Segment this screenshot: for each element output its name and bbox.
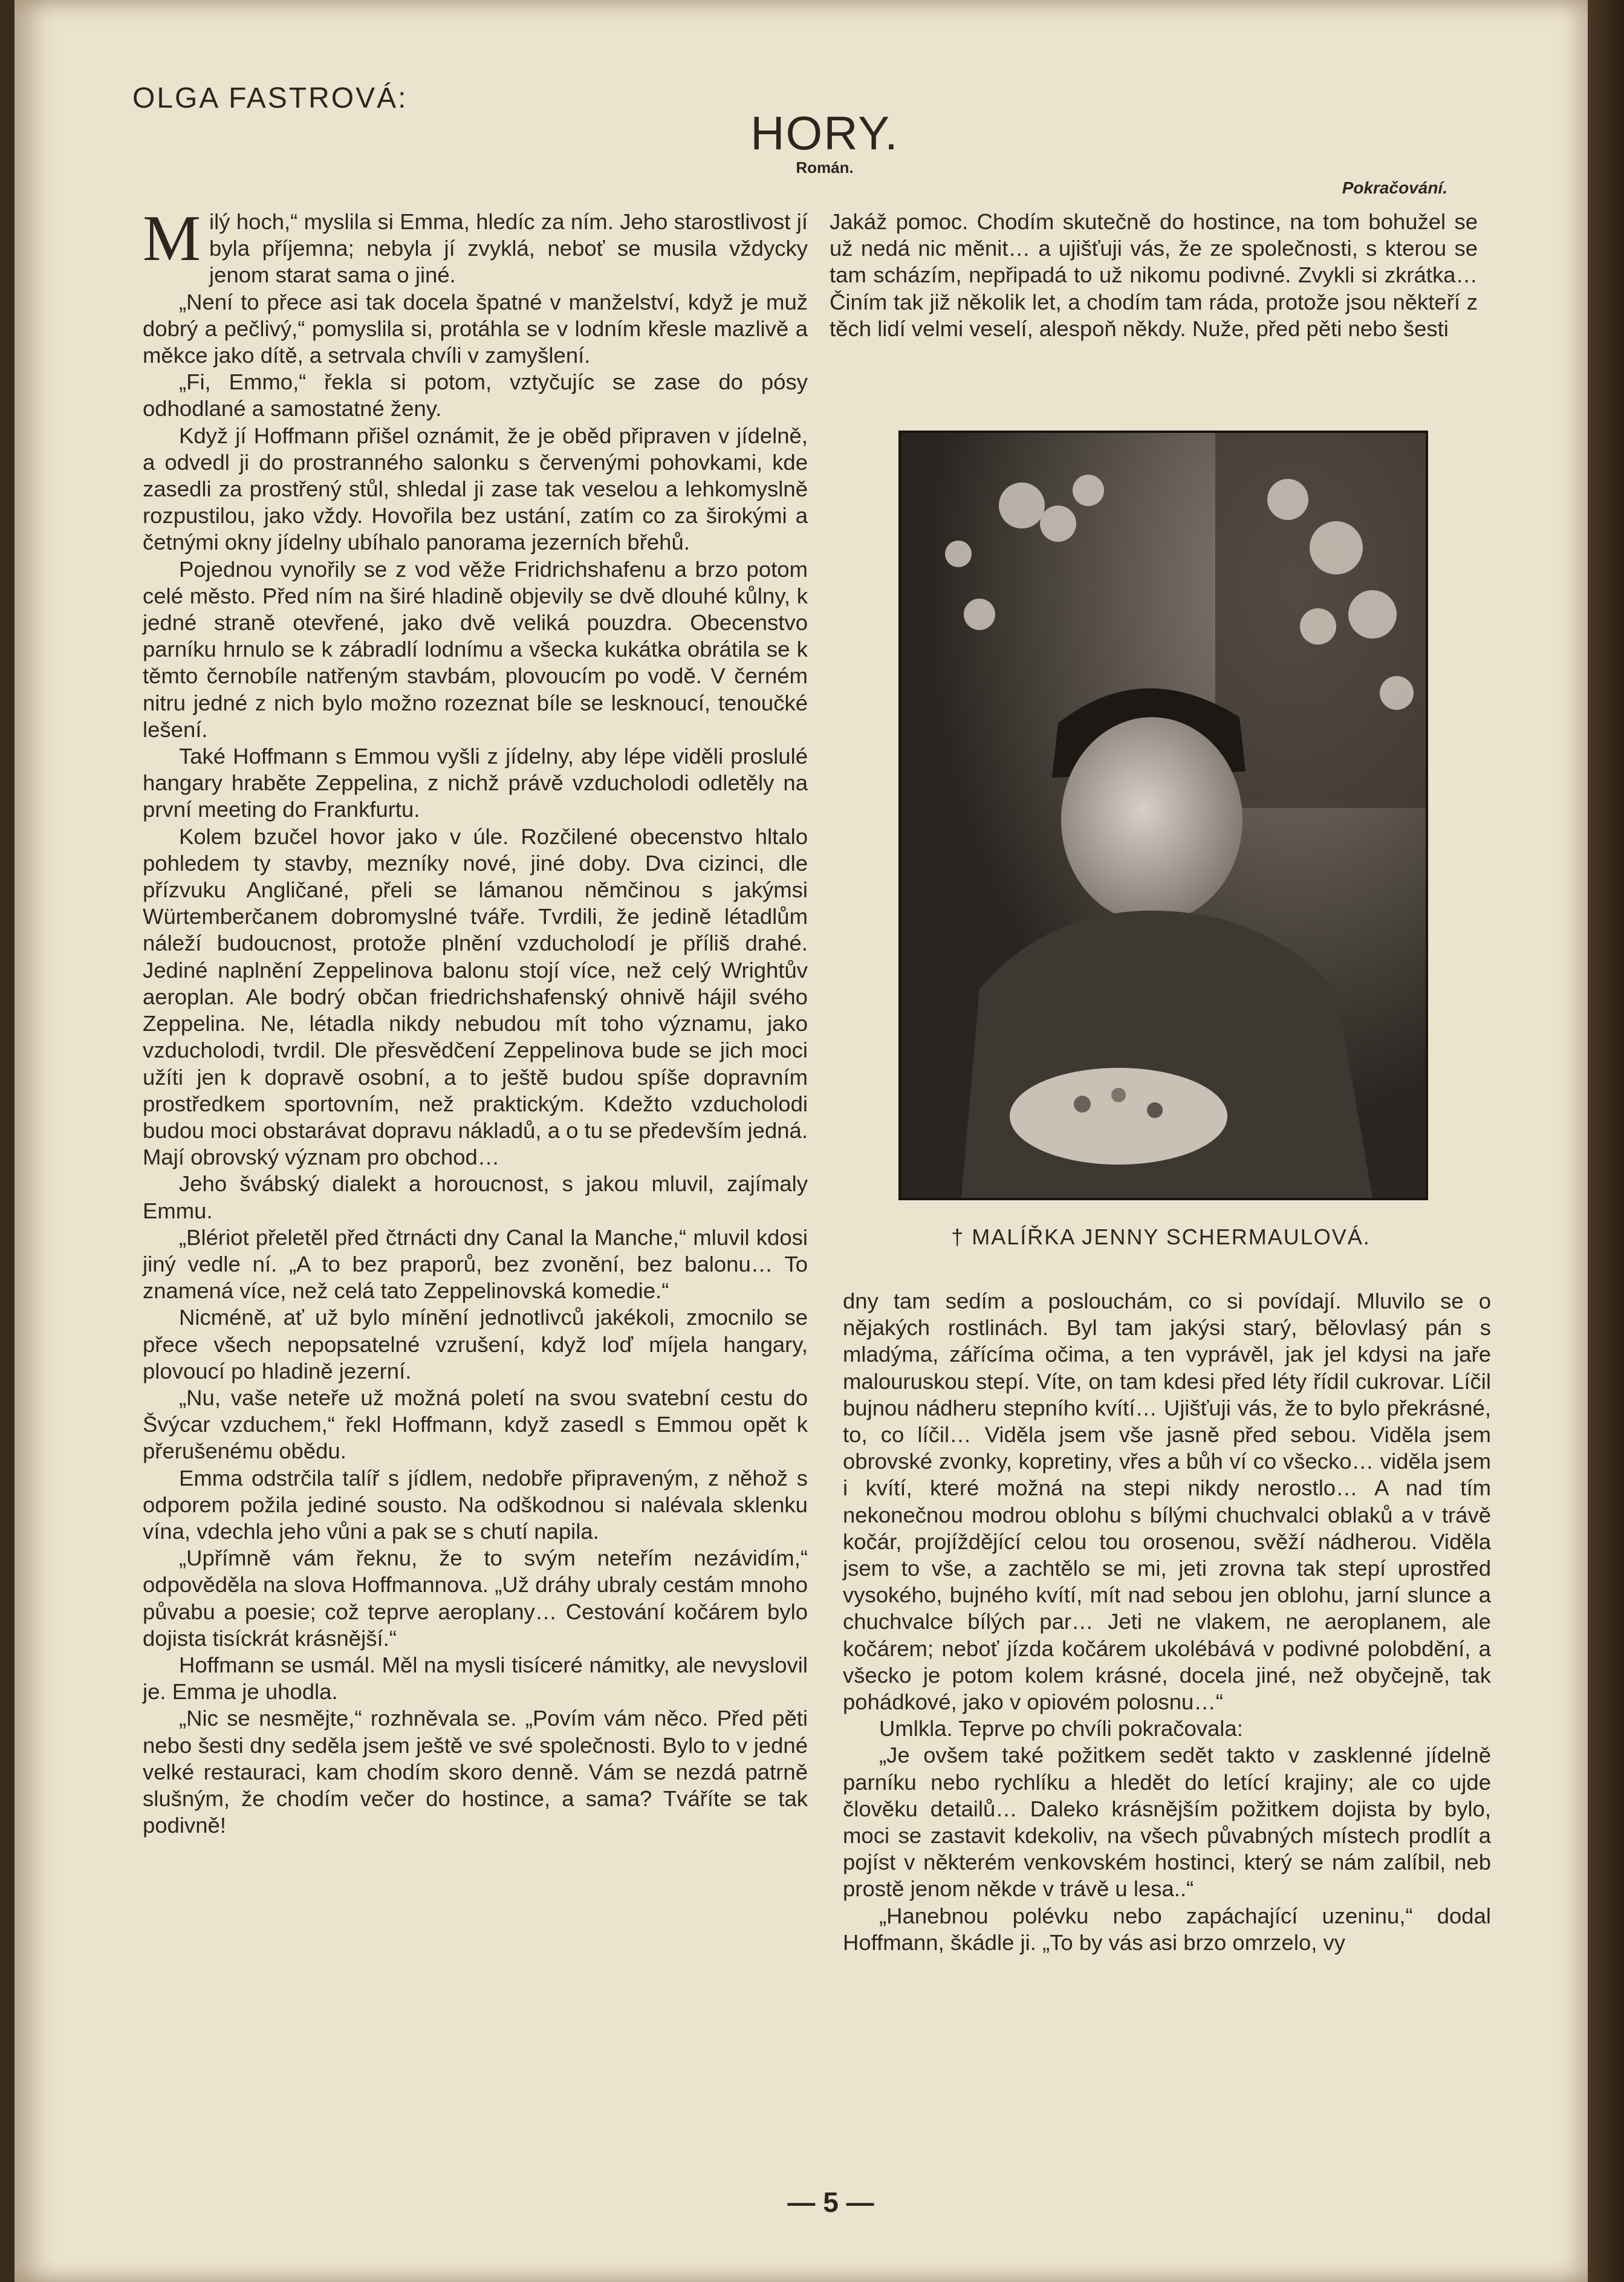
paragraph: Umlkla. Teprve po chvíli pokračovala: bbox=[879, 1716, 1243, 1741]
painter-palette bbox=[1010, 1068, 1227, 1165]
left-column bbox=[143, 203, 808, 1839]
paragraph: „Je ovšem také požitkem sedět takto v zasklenné jídelně parníku nebo rychlíku a hledět do letící krajiny; ale co ujde člověku detailů… Daleko krásnějším požitkem dojista by bylo, moci se zastavit kdekoliv, na všech půvabných místech prodlít a pojíst v některém venkovském hostinci, který se nám zalíbil, neb prostě jenom někde v trávě u lesa..“ bbox=[843, 1743, 1491, 1902]
photo-caption: † MALÍŘKA JENNY SCHERMAULOVÁ. bbox=[951, 1224, 1371, 1249]
portrait-illustration bbox=[901, 433, 1426, 1198]
right-column-bottom bbox=[843, 1288, 1491, 1956]
paragraph: Kolem bzučel hovor jako v úle. Rozčilené obecenstvo hltalo pohledem ty stavby, mezníky nové, jiné doby. Dva cizinci, dle přízvuku Angličané, přeli se lámanou němčinou s jakýmsi Würtemberčanem dobromyslné tváře. Tvrdili, že jedině létadlům náleží budoucnost, protože plnění vzducholodí je příliš drahé. Jediné naplnění Zeppelinova balonu stojí více, než celý Wrightův aeroplan. Ale bodrý občan friedrichshafenský ohnivě hájil svého Zeppelina. Ne, létadla nikdy nebudou mít toho významu, jako vzducholodi, tvrdil. Dle přesvědčení Zeppelinova bude se jich moci užíti jen k dopravě osobní, a to ještě budou spíše dopravním prostředkem sportovním, než praktickým. Kdežto vzducholodi budou moci obstarávat dopravu nákladů, a o tu se především jedná. Mají obrovský význam pro obchod… bbox=[143, 824, 808, 1170]
paragraph: „Nu, vaše neteře už možná poletí na svou svatební cestu do Švýcar vzduchem,“ řekl Hoffmann, když zasedl s Emmou opět k přerušenému obědu. bbox=[143, 1385, 808, 1464]
paragraph: „Blériot přeletěl před čtrnácti dny Canal la Manche,“ mluvil kdosi jiný vedle ní. „A to bez praporů, bez zvonění, bez balonu… To znamená více, než celá tato Zeppelinovská komedie.“ bbox=[143, 1224, 808, 1304]
paragraph: Když jí Hoffmann přišel oznámit, že je oběd připraven v jídelně, a odvedl ji do prostranného salonku s červenými pohovkami, kde zasedli za prostřený stůl, shledal ji zase tak veselou a lehkomyslně rozpustilou, jako vždy. Hovořila bez ustání, zatím co za širokými a četnými okny jídelny ubíhalo panorama jezerních břehů. bbox=[143, 423, 808, 555]
paragraph: „Fi, Emmo,“ řekla si potom, vztyčujíc se zase do pósy odhodlané a samostatné ženy. bbox=[143, 369, 808, 421]
paragraph: dny tam sedím a poslouchám, co si povídají. Mluvilo se o nějakých rostlinách. Byl tam jakýsi starý, bělovlasý pán s mladýma, zářícíma očima, a ten vyprávěl, jak jel kdysi na jaře malouruskou stepí. Víte, on tam kdesi před léty řídil cukrovar. Líčil bujnou nádheru stepního kvítí… Ujišťuji vás, že to bylo překrásné, to, co líčil… Viděla jsem vše jasně před sebou. Viděla jsem obrovské zvonky, kopretiny, vřes a bůh ví co všecko… viděla jsem i kvítí, které možná na stepi nikdy nerostlo… A nad tím nekonečnou modrou oblohu s bílými chuchvalci oblaků a v trávě kočár, projíždějící celou tou orosenou, svěží nádherou. Viděla jsem to vše, a zachtělo se mi, jeti zrovna tak stepí uprostřed vysokého, bujného kvítí, mít nad sebou jen oblohu, jarní slunce a chuchvalce bílých par… Jeti ne vlakem, ne aeroplanem, ale kočárem; neboť jízda kočárem ukolébává v podivné polobdění, a všecko je potom kolem krásné, docela jiné, než obyčejně, tak pohádkové, jako v opiovém polosnu…“ bbox=[843, 1289, 1491, 1715]
paragraph: Také Hoffmann s Emmou vyšli z jídelny, aby lépe viděli proslulé hangary hraběte Zeppelina, z nichž právě vzducholodi odletěly na první meeting do Frankfurtu. bbox=[143, 744, 808, 822]
paragraph: „Upřímně vám řeknu, že to svým neteřím nezávidím,“ odpověděla na slova Hoffmannova. „Už dráhy ubraly cestám mnoho půvabu a poesie; což teprve aeroplany… Cestování kočárem bylo dojista tisíckrát krásnější.“ bbox=[143, 1546, 808, 1651]
continuation-note: Pokračování. bbox=[1342, 178, 1447, 197]
paragraph: „Hanebnou polévku nebo zapáchající uzeninu,“ dodal Hoffmann, škádle ji. „To by vás asi brzo omrzelo, vy bbox=[843, 1903, 1491, 1955]
article-genre: Román. bbox=[796, 158, 854, 177]
paragraph: Nicméně, ať už bylo mínění jednotlivců jakékoli, zmocnilo se přece všech nepopsatelné vzrušení, když loď míjela hangary, plovoucí po hladině jezerní. bbox=[143, 1305, 808, 1383]
drop-cap: M bbox=[143, 203, 201, 275]
article-title: HORY. bbox=[750, 106, 899, 160]
paragraph: „Není to přece asi tak docela špatné v manželství, když je muž dobrý a pečlivý,“ pomyslila si, protáhla se v lodním křesle mazlivě a měkce jako dítě, a setrvala chvíli v zamyšlení. bbox=[143, 289, 808, 368]
paragraph: Pojednou vynořily se z vod věže Fridrichshafenu a brzo potom celé město. Před ním na širé hladině objevily se dvě dlouhé kůlny, k jedné straně otevřené, jako dvě veliká pouzdra. Obecenstvo parníku hrnulo se k zábradlí lodnímu a všecka kukátka obrátila se k těmto černobíle natřeným stavbám, plovoucím po vodě. V černém nitru jedné z nich bylo možno rozeznat bíle se lesknoucí, tenoučké lešení. bbox=[143, 556, 808, 742]
paragraph-text: ilý hoch,“ myslila si Emma, hledíc za ním. Jeho starostlivost jí byla příjemna; nebyla jí zvyklá, neboť se musila vždycky jenom starat sama o jiné. bbox=[209, 209, 808, 288]
paragraph: Emma odstrčila talíř s jídlem, nedobře připraveným, z něhož s odporem požila jediné sousto. Na odškodnou si nalévala sklenku vína, vdechla jeho vůni a pak se s chutí napila. bbox=[143, 1465, 808, 1544]
paragraph: Jakáž pomoc. Chodím skutečně do hostince, na tom bohužel se už nedá nic měnit… a ujišťuji vás, že ze společnosti, s kterou se tam scházím, nepřipadá to už nikomu podivné. Zvykli si zkrátka… Činím tak již několik let, a chodím tam ráda, protože jsou někteří z těch lidí velmi veselí, alespoň někdy. Nuže, před pěti nebo šesti bbox=[830, 209, 1478, 341]
portrait-photo bbox=[898, 431, 1428, 1200]
paragraph: „Nic se nesmějte,“ rozhněvala se. „Povím vám něco. Před pěti nebo šesti dny seděla jsem ještě ve své společnosti. Bylo to v jedné velké restauraci, kam chodím skoro denně. Vám se nezdá patrně slušným, že chodím večer do hostince, a sama? Tváříte se tak podivně! bbox=[143, 1706, 808, 1838]
author-name: OLGA FASTROVÁ: bbox=[132, 82, 408, 114]
paragraph: Hoffmann se usmál. Měl na mysli tisíceré námitky, ale nevyslovil je. Emma je uhodla. bbox=[143, 1652, 808, 1705]
paragraph bbox=[143, 203, 808, 289]
magazine-page bbox=[15, 0, 1588, 2282]
right-column-top bbox=[830, 209, 1478, 342]
page-number: — 5 — bbox=[787, 2186, 874, 2218]
portrait-face bbox=[1061, 717, 1242, 923]
paragraph: Jeho švábský dialekt a horoucnost, s jakou mluvil, zajímaly Emmu. bbox=[143, 1171, 808, 1223]
